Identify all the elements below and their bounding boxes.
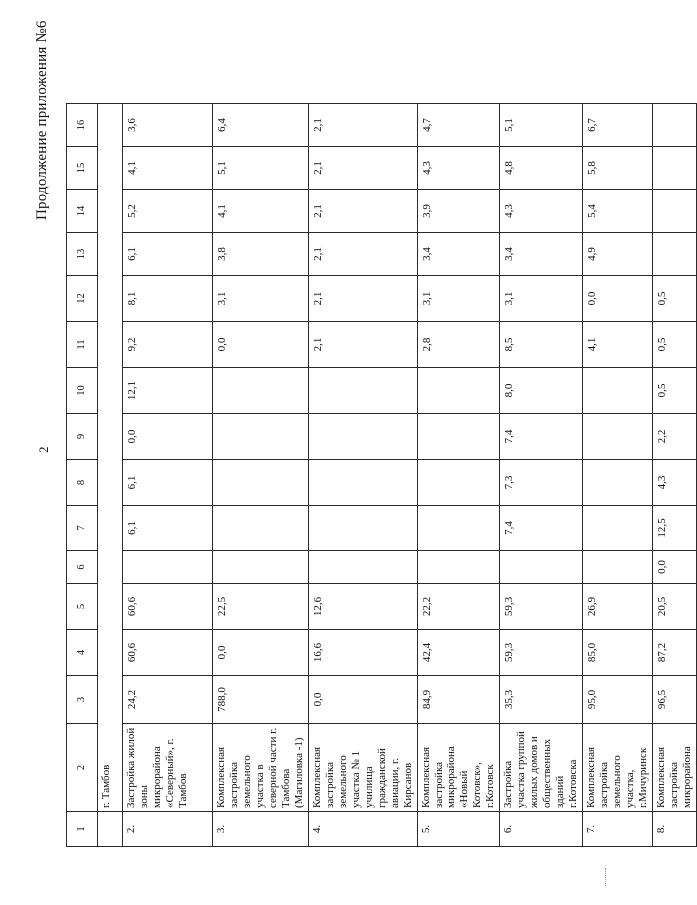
value-cell: 6,1 (123, 460, 213, 506)
value-cell: 9,2 (123, 322, 213, 368)
value-cell: 96,5 (653, 676, 697, 724)
value-cell (213, 414, 309, 460)
project-name: Комплексная застройка земельного участка, г.Мичуринск (583, 724, 653, 812)
value-cell: 7,3 (500, 460, 583, 506)
region-label: г. Тамбов (98, 104, 123, 812)
project-name: Комплексная застройка земельного участка № 1 училища гражданской авиации, г. Кирсанов (308, 724, 417, 812)
value-cell: 2,2 (653, 414, 697, 460)
table-row (308, 104, 417, 847)
table-row (500, 104, 583, 847)
value-cell: 3,8 (213, 233, 309, 276)
value-cell (213, 460, 309, 506)
value-cell: 4,3 (417, 147, 500, 190)
region-row (98, 104, 123, 847)
value-cell: 6,1 (123, 506, 213, 551)
row-number: 3. (213, 812, 309, 847)
column-number: 2 (67, 724, 98, 812)
value-cell: 4,3 (500, 190, 583, 233)
column-number: 10 (67, 368, 98, 414)
value-cell (417, 414, 500, 460)
value-cell: 95,0 (583, 676, 653, 724)
value-cell: 3,9 (417, 190, 500, 233)
value-cell: 7,4 (500, 506, 583, 551)
value-cell: 4,9 (583, 233, 653, 276)
value-cell: 2,1 (308, 104, 417, 147)
value-cell (213, 551, 309, 584)
value-cell (653, 147, 697, 190)
value-cell: 3,1 (500, 276, 583, 322)
value-cell: 84,9 (417, 676, 500, 724)
value-cell (417, 460, 500, 506)
project-name: Застройка жилой зоны микрорайона «Северный», г. Тамбов (123, 724, 213, 812)
value-cell: 42,4 (417, 630, 500, 676)
column-number: 16 (67, 104, 98, 147)
value-cell (417, 551, 500, 584)
value-cell (417, 368, 500, 414)
table-row (653, 104, 697, 847)
project-name: Застройка участка группой жилых домов и общественных зданий г.Котовска (500, 724, 583, 812)
value-cell: 8,5 (500, 322, 583, 368)
value-cell: 2,1 (308, 276, 417, 322)
value-cell: 85,0 (583, 630, 653, 676)
value-cell: 2,1 (308, 233, 417, 276)
column-number: 12 (67, 276, 98, 322)
column-number: 15 (67, 147, 98, 190)
value-cell: 4,8 (500, 147, 583, 190)
value-cell: 2,1 (308, 322, 417, 368)
column-number: 4 (67, 630, 98, 676)
value-cell: 5,4 (583, 190, 653, 233)
column-number: 11 (67, 322, 98, 368)
row-number: 2. (123, 812, 213, 847)
value-cell: 0,0 (653, 551, 697, 584)
value-cell: 6,4 (213, 104, 309, 147)
value-cell (123, 551, 213, 584)
value-cell: 22,2 (417, 584, 500, 630)
column-number: 9 (67, 414, 98, 460)
project-name: Комплексная застройка микрорайона «Новый Котовск», г.Котовск (417, 724, 500, 812)
value-cell (583, 460, 653, 506)
value-cell: 0,0 (583, 276, 653, 322)
value-cell: 6,7 (583, 104, 653, 147)
value-cell: 24,2 (123, 676, 213, 724)
row-number: 8. (653, 812, 697, 847)
value-cell: 3,4 (500, 233, 583, 276)
value-cell: 0,0 (213, 322, 309, 368)
table-row (213, 104, 309, 847)
column-number: 6 (67, 551, 98, 584)
page-number: 2 (36, 446, 51, 453)
row-number: 6. (500, 812, 583, 847)
column-number: 5 (67, 584, 98, 630)
row-number: 7. (583, 812, 653, 847)
value-cell: 0,5 (653, 368, 697, 414)
value-cell: 3,1 (213, 276, 309, 322)
value-cell: 59,3 (500, 630, 583, 676)
value-cell: 0,0 (123, 414, 213, 460)
value-cell: 60,6 (123, 630, 213, 676)
column-number-row (67, 104, 98, 847)
value-cell: 0,5 (653, 322, 697, 368)
value-cell: 12,1 (123, 368, 213, 414)
value-cell: 5,1 (500, 104, 583, 147)
row-number: 5. (417, 812, 500, 847)
value-cell: 4,7 (417, 104, 500, 147)
value-cell (213, 506, 309, 551)
value-cell (653, 233, 697, 276)
value-cell (583, 506, 653, 551)
value-cell: 2,8 (417, 322, 500, 368)
value-cell: 16,6 (308, 630, 417, 676)
column-number: 7 (67, 506, 98, 551)
table-row (417, 104, 500, 847)
value-cell (308, 506, 417, 551)
value-cell: 3,1 (417, 276, 500, 322)
value-cell (308, 368, 417, 414)
value-cell: 35,3 (500, 676, 583, 724)
appendix-title: Продолжение приложения №6 (34, 20, 50, 220)
value-cell: 7,4 (500, 414, 583, 460)
column-number: 13 (67, 233, 98, 276)
value-cell: 5,8 (583, 147, 653, 190)
column-number: 1 (67, 812, 98, 847)
value-cell: 26,9 (583, 584, 653, 630)
column-number: 3 (67, 676, 98, 724)
scan-mark (605, 868, 610, 886)
value-cell: 6,1 (123, 233, 213, 276)
table-row (583, 104, 653, 847)
value-cell (213, 368, 309, 414)
project-name: Комплексная застройка земельного участка в северной части г. Тамбова (Магиловка -1) (213, 724, 309, 812)
project-name: Комплексная застройка микрорайона (653, 724, 697, 812)
value-cell: 4,1 (583, 322, 653, 368)
value-cell: 22,5 (213, 584, 309, 630)
value-cell: 3,6 (123, 104, 213, 147)
value-cell (583, 414, 653, 460)
table-row (123, 104, 213, 847)
value-cell (583, 368, 653, 414)
value-cell: 0,0 (308, 676, 417, 724)
value-cell: 4,3 (653, 460, 697, 506)
value-cell: 12,6 (308, 584, 417, 630)
value-cell: 2,1 (308, 147, 417, 190)
value-cell (653, 190, 697, 233)
value-cell (417, 506, 500, 551)
value-cell: 0,0 (213, 630, 309, 676)
column-number: 8 (67, 460, 98, 506)
value-cell: 20,5 (653, 584, 697, 630)
value-cell: 3,4 (417, 233, 500, 276)
value-cell: 2,1 (308, 190, 417, 233)
value-cell (308, 414, 417, 460)
data-table (66, 103, 697, 847)
row-number: 4. (308, 812, 417, 847)
column-number: 14 (67, 190, 98, 233)
value-cell: 788,0 (213, 676, 309, 724)
value-cell: 4,1 (123, 147, 213, 190)
value-cell: 5,1 (213, 147, 309, 190)
value-cell: 0,5 (653, 276, 697, 322)
value-cell: 59,3 (500, 584, 583, 630)
value-cell (308, 551, 417, 584)
value-cell (653, 104, 697, 147)
value-cell (308, 460, 417, 506)
value-cell: 8,0 (500, 368, 583, 414)
value-cell: 8,1 (123, 276, 213, 322)
value-cell: 60,6 (123, 584, 213, 630)
value-cell: 5,2 (123, 190, 213, 233)
value-cell: 12,5 (653, 506, 697, 551)
value-cell (583, 551, 653, 584)
value-cell: 87,2 (653, 630, 697, 676)
value-cell (500, 551, 583, 584)
value-cell: 4,1 (213, 190, 309, 233)
